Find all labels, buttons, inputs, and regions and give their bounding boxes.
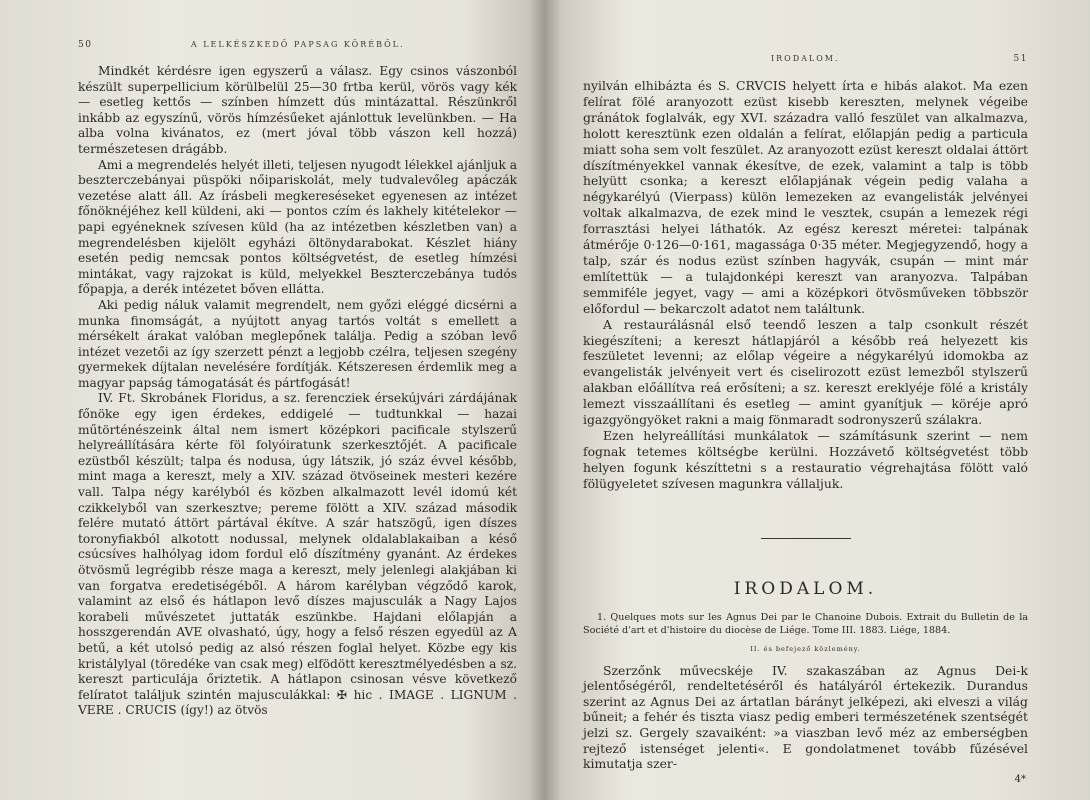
left-paragraph-2: Ami a megrendelés helyét illeti, teljesen nyugodt lélekkel ajánljuk a beszterczebányai püspöki nőipariskolát, mely tudvalevőleg apáczák vezetése alatt áll. Az írásbeli megkereséseket egyenesen az intézet főnöknéjéhez kell küldeni, aki — pontos czím és lakhely kitételekor — papi egyéneknek szívesen küld (ha az intézetben készletben van) a megrendelésben kijelölt egyházi öltönydarabokat. Készlet hiány esetén pedig nemcsak pontos költségvetést, de esetleg hímzési mintákat, vagy rajzokat is küld, melyekkel Beszterczebánya tudós főpapja, a derék intézetet bőven ellátta. [78, 157, 517, 297]
review-text [583, 663, 1028, 772]
bibliography-note: II. és befejező közlemény. [750, 644, 861, 653]
left-running-title: A LELKÉSZKEDŐ PAPSAG KÖRÉBŐL. [190, 40, 405, 49]
review-paragraph-1: Szerzőnk művecskéje IV. szakaszában az Agnus Dei-k jelentőségéről, rendeltetéséről és hatályáról értekezik. Durandus szerint az Agnus Dei az ártatlan bárányt jelképezi, aki elveszi a világ bűneit; a fehér és tiszta viasz pedig emberi természetének szentségét jelzi sz. Gergely szavaiként: »a viaszban levő méz az emberségben rejtező istenséget jelenti«. E gondolatmenet tovább fűzésével kimutatja szer- [583, 662, 1028, 772]
left-body-text [78, 64, 517, 719]
right-paragraph-1: nyilván elhibázta és S. CRVCIS helyett írta e hibás alakot. Ma ezen felírat fölé aranyozott ezüst kisebb kereszten, melynek végeibe gránátok foglalvák, egy XVI. századra valló feszület van alkalmazva, holott keresztünk ezen oldalán a felírat, előlapján pedig a particula miatt soha sem volt feszület. Az aranyozott ezüst kereszt oldalai áttört díszítményekkel vannak ékesítve, de ezek, valamint a talp is több helyütt csonka; a kereszt előlapjának végein pedig valaha a négykarélyú (Vierpass) külön lemezeken az evangelisták jelvényei voltak alkalmazva, de ezek mind le vesztek, csupán a lemezek régi forrasztási helyei láthatók. Az egész kereszt méretei: talpának átmérője 0·126—0·161, magassága 0·35 méter. Megjegyzendő, hogy a talp, szár és nodus ezüst színben hagyvák, csupán — mint már említettük — a tulajdonképi kereszt van aranyozva. Talpában semmiféle jegyet, vagy — ami a középkori ötvösműveken többször előfordul — bekarczolt adatot nem találtunk. [583, 78, 1028, 316]
left-page-number: 50 [78, 40, 93, 50]
signature-mark: 4* [1014, 773, 1026, 785]
right-running-head [583, 54, 1028, 64]
left-paragraph-1: Mindkét kérdésre igen egyszerű a válasz. Egy csinos vászonból készült superpellicium körülbelül 25—30 frtba kerül, vörös vagy kék — esetleg kettős — színben hímzett dús mintázattal. Részünkről inkább az egyszínű, vörös hímzésűeket ajánlottuk levelünkben. — Ha alba volna kivánatos, ez (mert jóval több vászon kell hozzá) természetesen drágább. [78, 64, 517, 156]
section-title: IRODALOM. [733, 578, 878, 599]
left-running-head [78, 40, 517, 50]
right-running-title: IRODALOM. [771, 54, 840, 63]
left-paragraph-4: IV. Ft. Skrobánek Floridus, a sz. ferencziek érsekújvári zárdájának főnöke egy igen érdekes, eddigelé — tudtunkkal — hazai műtörténészeink által nem ismert középkori pacificale stylszerű helyreállítására kérte föl folyóiratunk szerkesztőjét. A pacificale ezüstből készült; talpa és nodusa, úgy látszik, jó száz évvel később, mint maga a kereszt, mely a XIV. század ötvöseinek mesteri kezére vall. Talpa négy karélyból és közben alkalmazott levél idomú két czikkelyből van szerkesztve; pereme fölött a XIV. század második felére mutató áttört pártával ékítve. A szár hatszögű, igen díszes toronyfiakból alkotott nodussal, melynek oldalablakaiban a késő csúcsíves halhólyag idom fordul elő díszítmény gyanánt. Az érdekes ötvösmű legrégibb része maga a kereszt, mely jelenlegi alakjában ki van forgatva eredetiségéből. A három karélyban végződő karok, valamint az első és hátlapon levő díszes majusculák a Nagy Lajos korabeli művészetet juttaták eszünkbe. Hajdani előlapján a hosszgerendán AVE olvasható, úgy, hogy a felső részen egyedül az A betű, a két utolsó pedig az alsó részen foglal helyet. Közbe egy kis kristálylyal (töredéke van csak meg) elfödött keresztmélyedésben a sz. kereszt particulája őriztetik. A hátlapon csinosan vésve következő felíratot találjuk szintén majusculákkal: ✠ hic . IMAGE . LIGNUM . VERE . CRUCIS (így!) az ötvös [78, 391, 517, 718]
bibliography-entry: 1. Quelques mots sur les Agnus Dei par le Chanoine Dubois. Extrait du Bulletin de la Société d'art et d'histoire du diocèse de Liége. Tome III. 1883. Liége, 1884. [583, 611, 1028, 636]
section-divider [761, 538, 851, 539]
right-page [545, 0, 1090, 800]
right-paragraph-3: Ezen helyreállítási munkálatok — számításunk szerint — nem fognak tetemes költségbe kerülni. Hozzávető költségvetést több helyen fogunk készíttetni s a restauratio végrehajtása fölött való fölügyeletet szívesen magunkra vállaljuk. [583, 427, 1028, 491]
left-paragraph-3: Aki pedig náluk valamit megrendelt, nem győzi eléggé dicsérni a munka finomságát, a nyújtott anyag tartós voltát s emellett a mérsékelt árakat valóban meglepőnek találja. Pedig a szóban levő intézet vezetői az így szerzett pénzt a legjobb czélra, teljesen szegény gyermekek díjtalan nevelésére fordítják. Kétszeresen érdemlik meg a magyar papság támogatását és pártfogását! [78, 297, 517, 390]
right-body-text [583, 78, 1028, 492]
right-paragraph-2: A restaurálásnál első teendő leszen a talp csonkult részét kiegészíteni; a kereszt hátlapjáról a később reá helyezett kis feszületet levenni; az előlap végeire a négykarélyú idomokba az evangelisták jelvényeit vert és ciselirozott ezüst lemezből stylszerű alakban előállítva reá erősíteni; a sz. kereszt ereklyéje fölé a kristály lemezt visszaállítani és esetleg — amint gyanítjuk — köréje apró igazgyöngyöket rakni a maig fönmaradt sodronyszerű szálakra. [583, 316, 1028, 428]
right-page-number: 51 [1013, 54, 1028, 64]
